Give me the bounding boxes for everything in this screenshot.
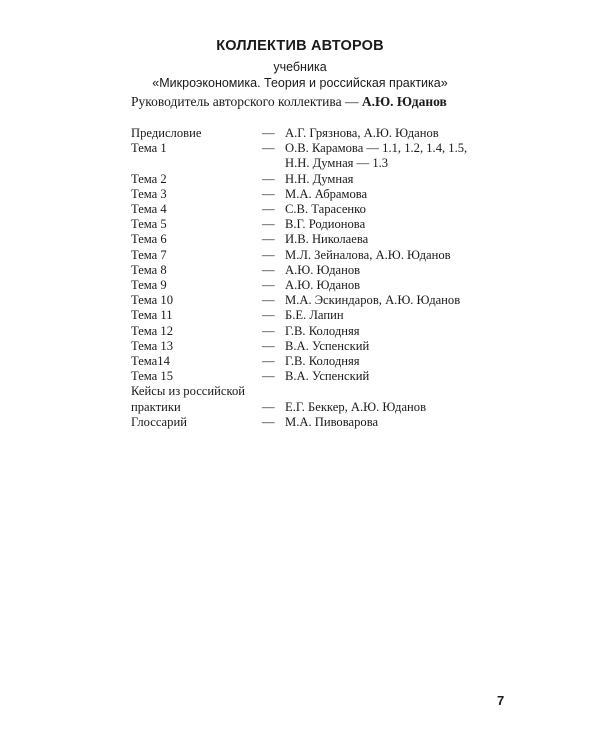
section-label: Тема 8: [131, 262, 167, 277]
dash-separator: —: [262, 141, 275, 156]
dash-separator: —: [262, 278, 275, 293]
dash-separator: —: [262, 171, 275, 186]
author-row: [131, 415, 511, 430]
dash-separator: —: [262, 323, 275, 338]
author-names: А.Г. Грязнова, А.Ю. Юданов: [285, 126, 439, 140]
section-label: [131, 156, 262, 171]
section-label: Тема 10: [131, 293, 174, 308]
author-row: [131, 187, 511, 202]
dash-separator: —: [262, 354, 275, 369]
dash-separator: [262, 156, 285, 171]
author-row: [131, 384, 511, 399]
dash-separator: —: [262, 369, 275, 384]
section-label: Тема 1: [131, 141, 167, 156]
author-row: [131, 202, 511, 217]
section-label: Предисловие: [131, 126, 202, 140]
subtitle-line-1: учебника: [273, 60, 327, 74]
author-names: В.Г. Родионова: [285, 217, 366, 232]
section-label: Тема 7: [131, 247, 167, 262]
author-row: [131, 141, 511, 156]
lead-author-label: Руководитель авторского коллектива —: [131, 94, 362, 109]
author-row: [131, 293, 511, 308]
dash-separator: —: [262, 293, 275, 308]
author-row: [131, 308, 511, 323]
author-row: [131, 156, 511, 171]
dash-separator: —: [262, 232, 275, 247]
author-names: В.А. Успенский: [285, 369, 370, 384]
section-label: практики: [131, 399, 181, 414]
author-names: М.А. Пивоварова: [285, 414, 379, 429]
dash-separator: —: [262, 414, 275, 429]
section-label: Тема14: [131, 354, 170, 369]
dash-separator: —: [262, 308, 275, 323]
author-row: [131, 369, 511, 384]
lead-author-line: [131, 94, 447, 110]
dash-separator: —: [262, 126, 275, 140]
section-label: Тема 11: [131, 308, 173, 323]
author-row: [131, 217, 511, 232]
section-label: Тема 6: [131, 232, 167, 247]
section-label: Тема 2: [131, 171, 167, 186]
authors-list: [131, 126, 511, 430]
dash-separator: —: [262, 338, 275, 353]
dash-separator: —: [262, 186, 275, 201]
author-names: О.В. Карамова — 1.1, 1.2, 1.4, 1.5,: [285, 141, 468, 156]
section-label: Глоссарий: [131, 414, 187, 429]
author-names: С.В. Тарасенко: [285, 202, 366, 217]
author-row: [131, 172, 511, 187]
section-label: Кейсы из российской: [131, 384, 245, 399]
author-row: [131, 248, 511, 263]
author-names: М.А. Эскиндаров, А.Ю. Юданов: [285, 293, 461, 308]
section-label: Тема 4: [131, 202, 167, 217]
dash-separator: —: [262, 262, 275, 277]
author-row: [131, 126, 511, 141]
section-label: Тема 5: [131, 217, 167, 232]
dash-separator: —: [262, 399, 275, 414]
page-number: 7: [497, 693, 505, 708]
author-names: Г.В. Колодняя: [285, 323, 360, 338]
author-names: Н.Н. Думная: [285, 171, 354, 186]
author-names: В.А. Успенский: [285, 338, 370, 353]
author-names: А.Ю. Юданов: [285, 278, 361, 293]
author-row: [131, 339, 511, 354]
author-row: [131, 232, 511, 247]
author-row: [131, 400, 511, 415]
author-row: [131, 324, 511, 339]
dash-separator: —: [262, 202, 275, 217]
author-names: А.Ю. Юданов: [285, 262, 361, 277]
author-names: Е.Г. Беккер, А.Ю. Юданов: [285, 399, 427, 414]
lead-author-name: А.Ю. Юданов: [361, 94, 447, 109]
author-names: М.А. Абрамова: [285, 186, 368, 201]
section-label: Тема 15: [131, 369, 174, 384]
page-title: КОЛЛЕКТИВ АВТОРОВ: [216, 38, 384, 54]
section-label: Тема 12: [131, 323, 174, 338]
author-names: Н.Н. Думная — 1.3: [285, 156, 389, 171]
section-label: Тема 9: [131, 278, 167, 293]
author-names: Г.В. Колодняя: [285, 354, 360, 369]
dash-separator: [262, 384, 285, 399]
author-row: [131, 278, 511, 293]
author-names: [285, 384, 511, 399]
author-names: И.В. Николаева: [285, 232, 369, 247]
section-label: Тема 13: [131, 338, 174, 353]
author-names: М.Л. Зейналова, А.Ю. Юданов: [285, 247, 451, 262]
author-row: [131, 263, 511, 278]
author-row: [131, 354, 511, 369]
subtitle-line-2: «Микроэкономика. Теория и российская практика»: [152, 76, 448, 90]
section-label: Тема 3: [131, 186, 167, 201]
dash-separator: —: [262, 217, 275, 232]
dash-separator: —: [262, 247, 275, 262]
author-names: Б.Е. Лапин: [285, 308, 344, 323]
